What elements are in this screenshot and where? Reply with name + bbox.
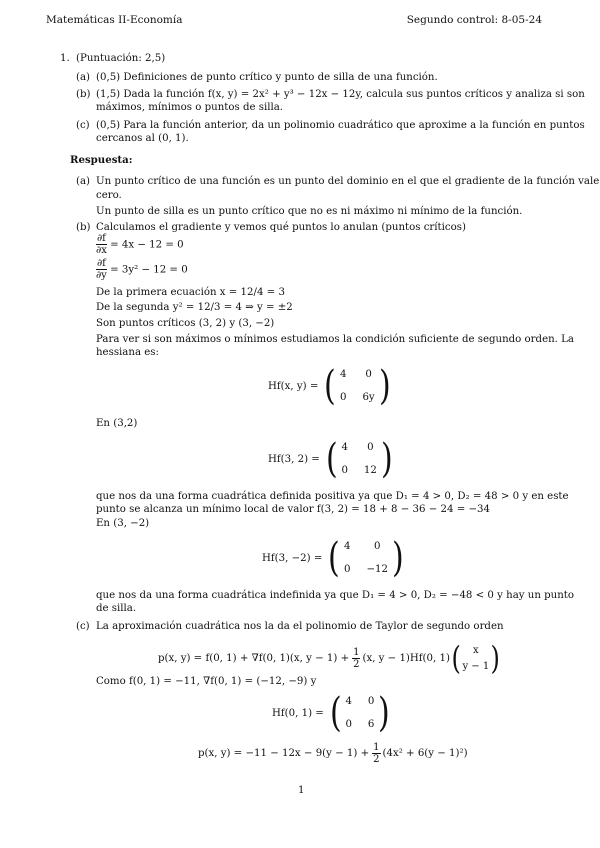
hessian-at-0-1 — [272, 690, 392, 736]
answer-b-line-4: Son puntos críticos (3, 2) y (3, −2) — [96, 318, 275, 329]
left-paren: ( — [328, 535, 341, 581]
hessian-at-3-2-matrix — [339, 441, 378, 477]
partial-derivative-x — [96, 233, 184, 256]
answer-c-line-2: Como f(0, 1) = −11, ∇f(0, 1) = (−12, −9) y — [96, 676, 317, 687]
answer-c-line-1: La aproximación cuadrática nos la da el polinomio de Taylor de segundo orden — [96, 621, 504, 632]
question-b-line-2: máximos, mínimos o puntos de silla. — [96, 102, 284, 113]
matrix-cell: 0 — [367, 696, 375, 707]
left-paren: ( — [325, 436, 338, 482]
question-c-line-1: (0,5) Para la función anterior, da un polinomio cuadrático que aproxime a la función en puntos — [96, 120, 585, 131]
matrix-cell: 4 — [339, 369, 347, 380]
dfdx-equation: = 4x − 12 = 0 — [110, 239, 184, 251]
taylor-mid: (x, y − 1)Hf(0, 1) — [362, 652, 450, 664]
question-c-line-2: cercanos al (0, 1). — [96, 133, 189, 144]
header-exam-date: Segundo control: 8-05-24 — [406, 14, 542, 26]
case-1-line-1: que nos da una forma cuadrática definida positiva ya que D₁ = 4 > 0, D₂ = 48 > 0 y en este — [96, 491, 569, 502]
hessian-general-lhs: Hf(x, y) = — [268, 380, 319, 392]
right-paren: ) — [378, 363, 391, 409]
question-c-label: (c) — [76, 120, 90, 131]
hessian-at-3-2 — [268, 436, 395, 482]
final-half-fraction — [372, 742, 380, 765]
matrix-cell: 4 — [345, 696, 352, 707]
answer-a-line-3: Un punto de silla es un punto crítico que no es ni máximo ni mínimo de la función. — [96, 206, 523, 217]
left-paren: ( — [451, 639, 461, 677]
matrix-cell: 6 — [367, 719, 375, 730]
half-denominator: 2 — [353, 658, 360, 670]
partial-derivative-y — [96, 258, 188, 281]
dfdy-numerator: ∂f — [97, 258, 106, 269]
final-half-denominator: 2 — [373, 754, 380, 765]
vector-cell: x — [472, 644, 479, 656]
answer-a-label: (a) — [76, 176, 91, 187]
vector-cell: y − 1 — [462, 660, 490, 672]
hessian-at-0-1-matrix — [343, 695, 376, 731]
answer-b-line-6: hessiana es: — [96, 347, 159, 358]
page-number: 1 — [298, 785, 305, 796]
matrix-cell: 0 — [373, 541, 381, 552]
matrix-cell: 0 — [343, 564, 351, 575]
matrix-cell: 0 — [367, 442, 374, 453]
matrix-cell: 0 — [365, 369, 372, 380]
matrix-cell: 0 — [341, 465, 348, 476]
question-b-line-1: (1,5) Dada la función f(x, y) = 2x² + y³ − 12x − 12y, calcula sus puntos críticos y analiza si son — [96, 89, 585, 100]
question-number: 1. — [60, 53, 70, 64]
answer-a-line-2: cero. — [96, 190, 122, 201]
right-paren: ) — [391, 535, 404, 581]
hessian-general — [268, 363, 392, 409]
matrix-cell: 6y — [362, 392, 375, 403]
matrix-cell: 12 — [363, 465, 377, 476]
left-paren: ( — [329, 690, 342, 736]
hessian-at-3-2-lhs: Hf(3, 2) = — [268, 453, 320, 465]
header-course: Matemáticas II-Economía — [46, 14, 183, 26]
taylor-lhs: p(x, y) = f(0, 1) + ∇f(0, 1)(x, y − 1) + — [158, 652, 350, 664]
question-b-label: (b) — [76, 89, 91, 100]
hessian-general-matrix — [338, 368, 377, 404]
final-rhs: (4x² + 6(y − 1)²) — [382, 748, 468, 759]
answer-b-line-1: Calculamos el gradiente y vemos qué puntos lo anulan (puntos críticos) — [96, 222, 466, 233]
case-2-line-1: que nos da una forma cuadrática indefinida ya que D₁ = 4 > 0, D₂ = −48 < 0 y hay un punto — [96, 590, 575, 601]
column-vector — [462, 644, 489, 673]
answer-b-label: (b) — [76, 222, 91, 233]
right-paren: ) — [378, 690, 391, 736]
answer-a-line-1: Un punto crítico de una función es un punto del dominio en el que el gradiente de la función vale — [96, 176, 600, 187]
answer-b-line-5: Para ver si son máximos o mínimos estudiamos la condición suficiente de segundo orden. La — [96, 334, 574, 345]
matrix-cell: 4 — [341, 442, 348, 453]
matrix-cell: 4 — [343, 541, 351, 552]
half-fraction — [352, 647, 360, 670]
right-paren: ) — [380, 436, 393, 482]
dfdx-denominator: ∂x — [96, 245, 107, 256]
half-numerator: 1 — [353, 646, 360, 658]
case-2-heading: En (3, −2) — [96, 518, 150, 529]
matrix-cell: 0 — [345, 719, 352, 730]
final-lhs: p(x, y) = −11 − 12x − 9(y − 1) + — [198, 748, 370, 759]
matrix-cell: −12 — [366, 564, 388, 575]
case-1-heading: En (3,2) — [96, 418, 138, 429]
dfdy-equation: = 3y² − 12 = 0 — [110, 264, 188, 276]
taylor-polynomial — [158, 638, 502, 678]
answer-b-line-2: De la primera ecuación x = 12/4 = 3 — [96, 287, 285, 298]
final-half-numerator: 1 — [373, 742, 380, 753]
case-2-line-2: de silla. — [96, 603, 137, 614]
question-points: (Puntuación: 2,5) — [76, 53, 166, 64]
question-a-text: (0,5) Definiciones de punto crítico y punto de silla de una función. — [96, 72, 438, 83]
question-a-label: (a) — [76, 72, 91, 83]
hessian-at-0-1-lhs: Hf(0, 1) = — [272, 707, 324, 719]
final-polynomial — [198, 742, 468, 765]
hessian-at-3-minus-2 — [262, 535, 406, 581]
dfdy-denominator: ∂y — [96, 270, 107, 281]
right-paren: ) — [490, 639, 501, 677]
left-paren: ( — [324, 363, 337, 409]
answer-heading: Respuesta: — [70, 154, 133, 166]
hessian-at-3-minus-2-lhs: Hf(3, −2) = — [262, 552, 323, 564]
dfdx-numerator: ∂f — [97, 233, 106, 244]
answer-c-label: (c) — [76, 621, 90, 632]
hessian-at-3-minus-2-matrix — [342, 540, 390, 576]
matrix-cell: 0 — [339, 392, 347, 403]
case-1-line-2: punto se alcanza un mínimo local de valor f(3, 2) = 18 + 8 − 36 − 24 = −34 — [96, 504, 490, 515]
answer-b-line-3: De la segunda y² = 12/3 = 4 ⇒ y = ±2 — [96, 302, 293, 313]
